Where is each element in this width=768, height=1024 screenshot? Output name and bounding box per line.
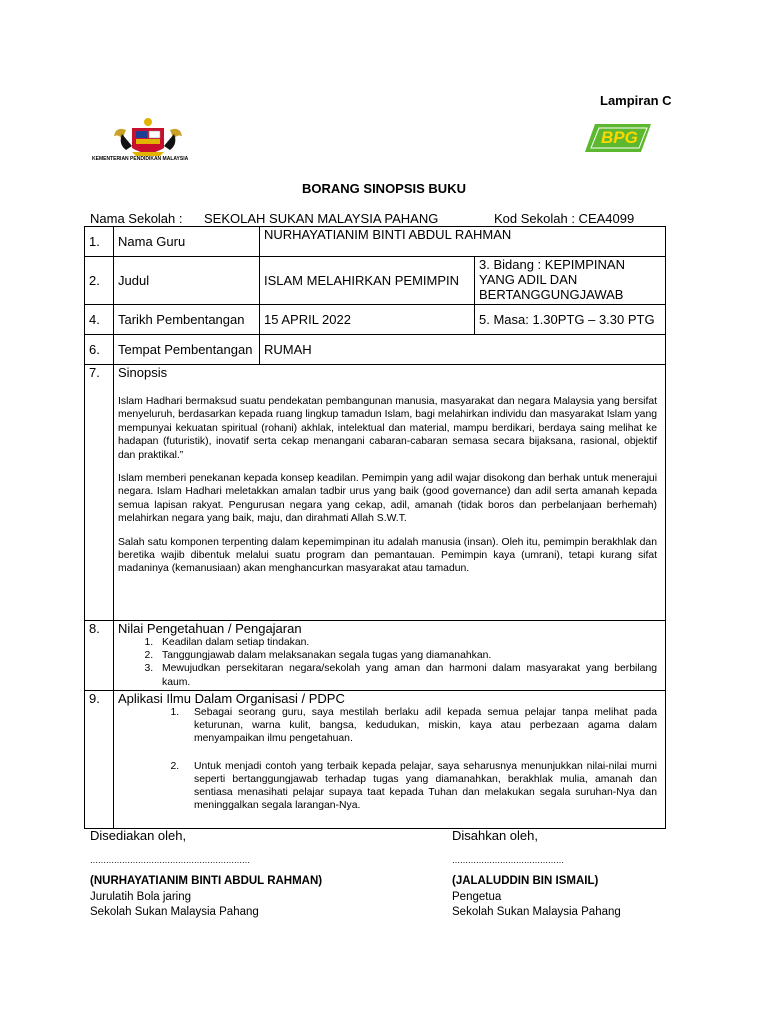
row-application xyxy=(85,691,666,829)
school-code: Kod Sekolah : CEA4099 xyxy=(494,211,635,226)
values-cell xyxy=(114,621,666,691)
row-label: Judul xyxy=(114,257,260,305)
preparer-school: Sekolah Sukan Malaysia Pahang xyxy=(90,906,259,918)
bpg-logo-text: BPG xyxy=(601,128,638,147)
preparer-position: Jurulatih Bola jaring xyxy=(90,891,192,903)
list-item: 2. Tanggungjawab dalam melaksanakan segala tugas yang diamanahkan. xyxy=(156,649,657,662)
signature-line-left: …………………………………………………… xyxy=(90,856,250,865)
synopsis-cell xyxy=(114,365,666,621)
time-value: 5. Masa: 1.30PTG – 3.30 PTG xyxy=(475,305,666,335)
synopsis-label: Sinopsis xyxy=(118,365,168,380)
signature-line-right: …………………………………… xyxy=(452,856,564,865)
row-label: Tempat Pembentangan xyxy=(114,335,260,365)
application-label: Aplikasi Ilmu Dalam Organisasi / PDPC xyxy=(118,691,345,706)
list-item: 1. Sebagai seorang guru, saya mestilah berlaku adil kepada semua pelajar tanpa melihat pada keturunan, warna kulit, bangsa, kedudukan, miskin, kaya atau perbezaan agama dalam menyampaikan ilmu pengetahuan. xyxy=(182,706,657,746)
row-number: 1. xyxy=(85,227,114,257)
synopsis-paragraph: Islam memberi penekanan kepada konsep keadilan. Pemimpin yang adil wajar disokong dan berhak untuk menerajui negara. Islam Hadhari meletakkan amalan tadbir urus yang baik (good governance) dan adil serta amanah kepada semua lapisan rakyat. Pengurusan negara yang cekap, adil, amanah (tidak boros dan perbelanjaan berhemah) melahirkan negara yang baik, maju, dan dirahmati Allah S.W.T. xyxy=(118,473,657,525)
preparer-name: (NURHAYATIANIM BINTI ABDUL RAHMAN) xyxy=(90,875,323,887)
synopsis-paragraph: Salah satu komponen terpenting dalam kepemimpinan itu adalah manusia (insan). Oleh itu, pemimpin berakhlak dan beretika wajib dibentuk melalui suatu program dan pemantauan. Pemimpin kaya (umrani), tetapi kurang sifat madaninya (kemanusiaan) akan menghancurkan masyarakat atau tamadun. xyxy=(118,536,657,575)
row-number: 6. xyxy=(85,335,114,365)
form-title: BORANG SINOPSIS BUKU xyxy=(302,181,466,196)
row-values xyxy=(85,621,666,691)
synopsis-form-table xyxy=(84,226,666,829)
row-title xyxy=(85,257,666,305)
date-value: 15 APRIL 2022 xyxy=(260,305,475,335)
ministry-name: KEMENTERIAN PENDIDIKAN MALAYSIA xyxy=(92,156,189,162)
list-item: 2. Untuk menjadi contoh yang terbaik kepada pelajar, saya seharusnya menunjukkan nilai-nilai murni seperti bertanggungjawab terhadap tugas yang diamanahkan, berakhlak mulia, amanah dan sentiasa menasihati pelajar supaya taat kepada Tuhan dan melakukan segala suruhan-Nya dan meninggalkan segala larangan-Nya. xyxy=(182,760,657,813)
attachment-label: Lampiran C xyxy=(600,93,672,108)
row-number: 7. xyxy=(85,365,114,621)
row-label: Tarikh Pembentangan xyxy=(114,305,260,335)
title-value: ISLAM MELAHIRKAN PEMIMPIN xyxy=(260,257,475,305)
application-list xyxy=(118,706,657,812)
approver-position: Pengetua xyxy=(452,891,502,903)
row-date xyxy=(85,305,666,335)
row-venue xyxy=(85,335,666,365)
row-synopsis xyxy=(85,365,666,621)
synopsis-paragraph: Islam Hadhari bermaksud suatu pendekatan pembangunan manusia, masyarakat dan negara Malaysia yang bersifat menyeluruh, berdasarkan kepada ruang lingkup tamadun Islam, bagi melahirkan individu dan masyarakat Islam yang mempunyai kekuatan spiritual (rohani) akhlak, intelektual dan material, mampu berdikari, berdaya saing melihat ke hadapan (futuristik), inovatif serta cekap menangani cabaran-cabaran semasa secara bijaksana, rasional, objektif dan praktikal.” xyxy=(118,396,657,461)
teacher-name-value: NURHAYATIANIM BINTI ABDUL RAHMAN xyxy=(260,227,666,257)
field-value: 3. Bidang : KEPIMPINAN YANG ADIL DAN BERTANGGUNGJAWAB xyxy=(475,257,666,305)
list-item: 1. Keadilan dalam setiap tindakan. xyxy=(156,636,657,649)
bpg-logo xyxy=(585,120,651,156)
approver-school: Sekolah Sukan Malaysia Pahang xyxy=(452,906,621,918)
approved-by-heading: Disahkan oleh, xyxy=(452,828,538,843)
row-teacher-name xyxy=(85,227,666,257)
venue-value: RUMAH xyxy=(260,335,666,365)
application-cell xyxy=(114,691,666,829)
school-label: Nama Sekolah : xyxy=(90,211,183,226)
approver-name: (JALALUDDIN BIN ISMAIL) xyxy=(452,875,599,887)
ministry-logo xyxy=(92,116,204,168)
values-list xyxy=(118,636,657,689)
values-label: Nilai Pengetahuan / Pengajaran xyxy=(118,621,302,636)
row-number: 9. xyxy=(85,691,114,829)
list-item: 3. Mewujudkan persekitaran negara/sekolah yang aman dan harmoni dalam masyarakat yang berbilang kaum. xyxy=(156,662,657,688)
synopsis-body xyxy=(118,395,657,576)
row-number: 2. xyxy=(85,257,114,305)
row-number: 8. xyxy=(85,621,114,691)
row-number: 4. xyxy=(85,305,114,335)
school-name: SEKOLAH SUKAN MALAYSIA PAHANG xyxy=(204,211,439,226)
prepared-by-heading: Disediakan oleh, xyxy=(90,828,187,843)
row-label: Nama Guru xyxy=(114,227,260,257)
